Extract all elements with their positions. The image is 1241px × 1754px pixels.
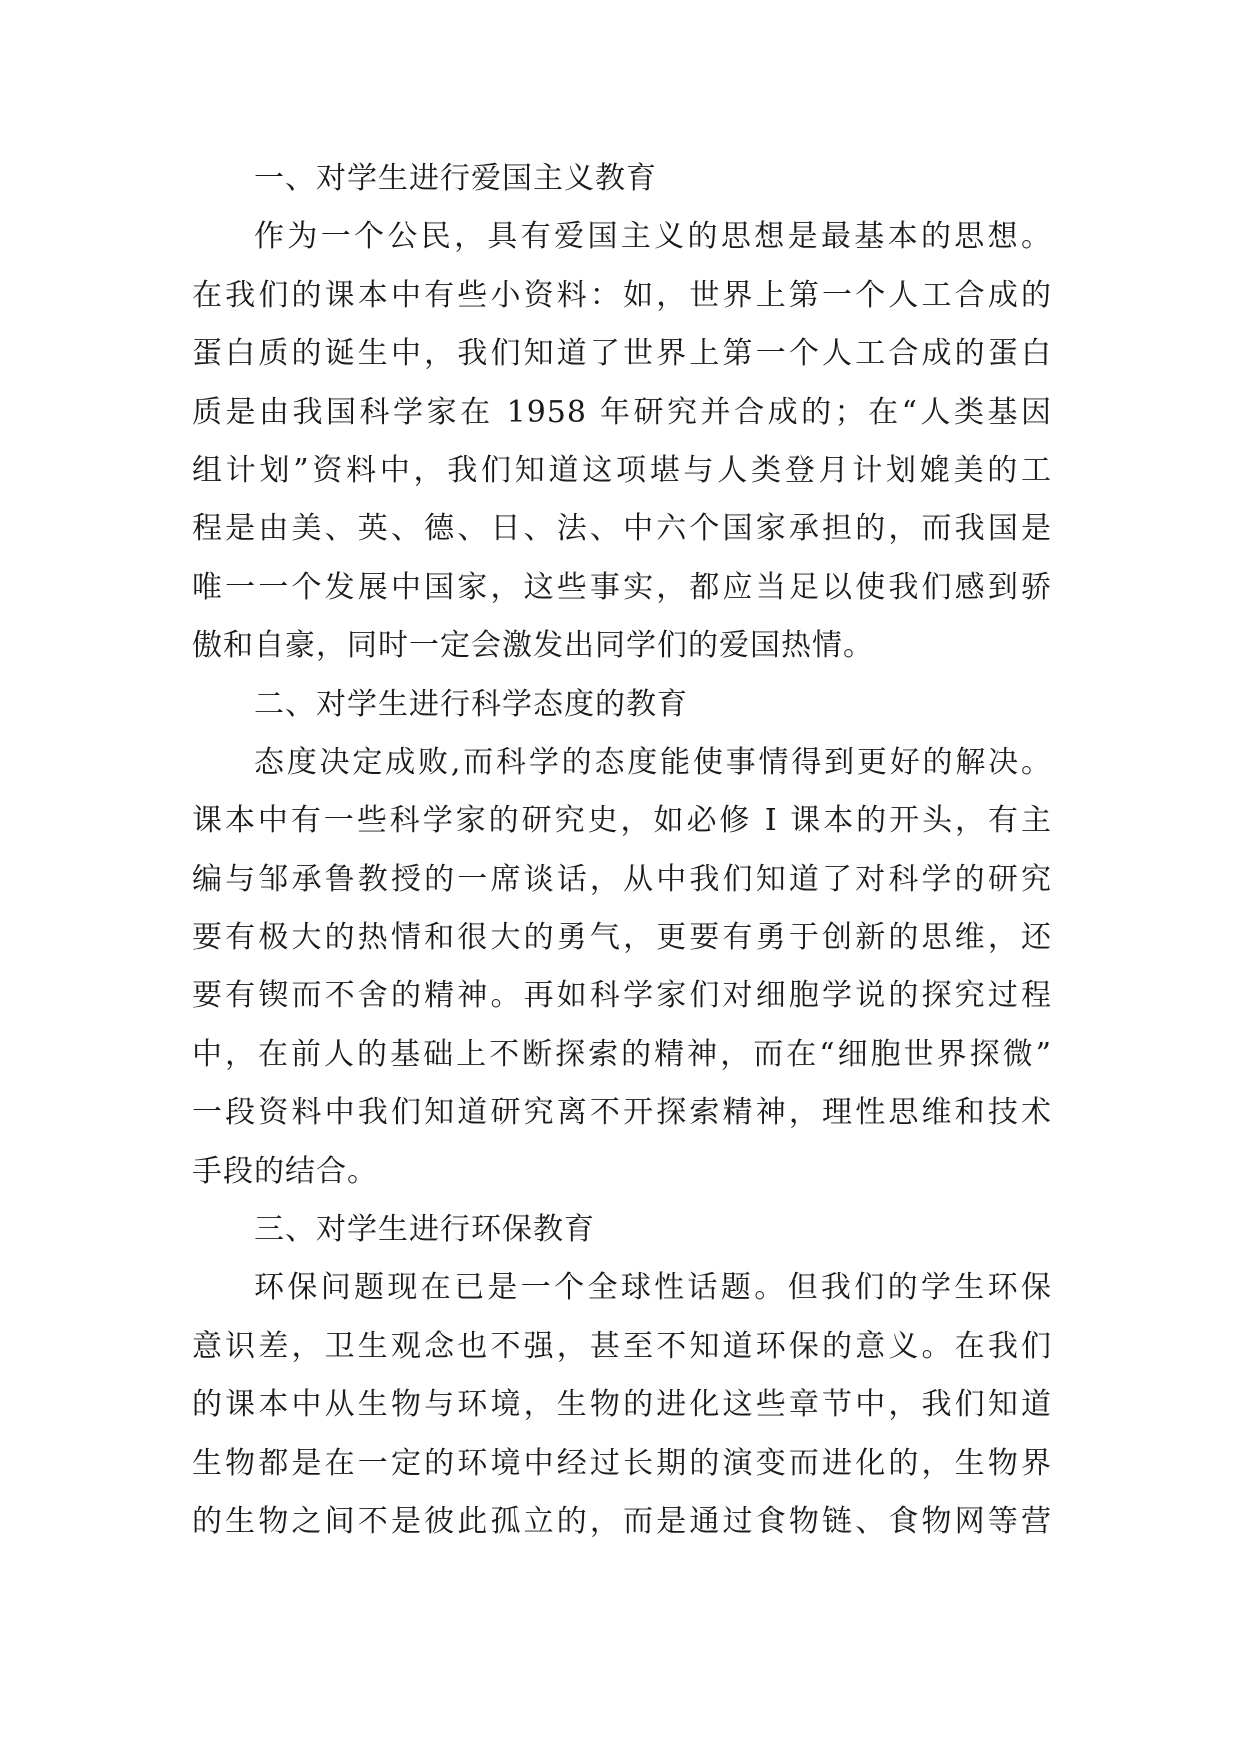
body-text-line: 程是由美、英、德、日、法、中六个国家承担的，而我国是 <box>192 511 1052 547</box>
body-text-line: 的课本中从生物与环境，生物的进化这些章节中，我们知道 <box>192 1387 1052 1423</box>
section-heading: 二、对学生进行科学态度的教育 <box>254 686 688 722</box>
paragraph-first-line: 态度决定成败,而科学的态度能使事情得到更好的解决。 <box>254 744 1052 780</box>
body-text-line: 唯一一个发展中国家，这些事实，都应当足以使我们感到骄 <box>192 569 1052 605</box>
body-text-line: 的生物之间不是彼此孤立的，而是通过食物链、食物网等营 <box>192 1503 1052 1539</box>
body-text-line: 生物都是在一定的环境中经过长期的演变而进化的，生物界 <box>192 1445 1052 1481</box>
paragraph-first-line: 环保问题现在已是一个全球性话题。但我们的学生环保 <box>254 1270 1052 1306</box>
section-heading: 三、对学生进行环保教育 <box>254 1212 595 1248</box>
body-text-line: 一段资料中我们知道研究离不开探索精神，理性思维和技术 <box>192 1095 1052 1131</box>
body-text-line: 意识差，卫生观念也不强，甚至不知道环保的意义。在我们 <box>192 1328 1052 1364</box>
body-text-line: 蛋白质的诞生中，我们知道了世界上第一个人工合成的蛋白 <box>192 336 1052 372</box>
body-text-line: 在我们的课本中有些小资料：如，世界上第一个人工合成的 <box>192 277 1052 313</box>
body-text-line: 组计划”资料中，我们知道这项堪与人类登月计划媲美的工 <box>192 452 1052 488</box>
paragraph-first-line: 作为一个公民，具有爱国主义的思想是最基本的思想。 <box>254 219 1052 255</box>
section-heading: 一、对学生进行爱国主义教育 <box>254 161 657 196</box>
body-text-line: 课本中有一些科学家的研究史，如必修 I 课本的开头，有主 <box>192 803 1052 839</box>
paragraph-last-line: 傲和自豪，同时一定会激发出同学们的爱国热情。 <box>192 628 874 664</box>
body-text-line: 要有锲而不舍的精神。再如科学家们对细胞学说的探究过程 <box>192 978 1052 1014</box>
paragraph-last-line: 手段的结合。 <box>192 1153 378 1189</box>
body-text-line: 编与邹承鲁教授的一席谈话，从中我们知道了对科学的研究 <box>192 861 1052 897</box>
body-text-line: 中，在前人的基础上不断探索的精神，而在“细胞世界探微” <box>192 1036 1052 1072</box>
body-text-line: 质是由我国科学家在 1958 年研究并合成的；在“人类基因 <box>192 394 1052 430</box>
document-page <box>192 150 1052 1551</box>
body-text-line: 要有极大的热情和很大的勇气，更要有勇于创新的思维，还 <box>192 920 1052 956</box>
